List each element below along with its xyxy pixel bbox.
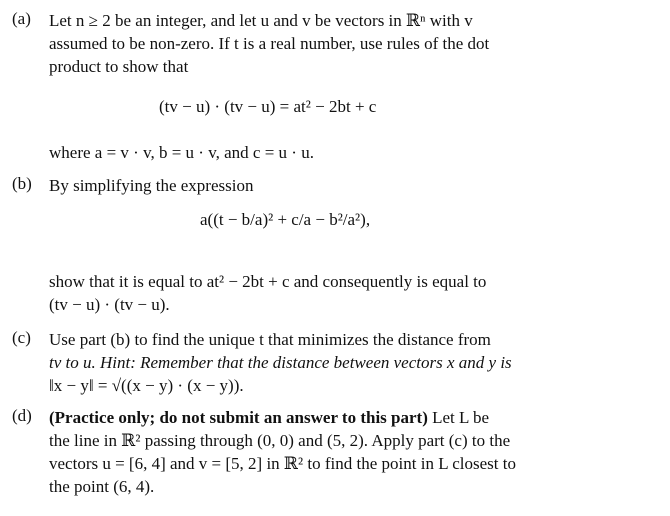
part-d-line-1 <box>49 406 631 429</box>
part-a-equation: (tv − u) · (tv − u) = at² − 2bt + c <box>159 97 377 116</box>
part-c-label: (c) <box>12 328 31 347</box>
part-d-line-3: vectors u = [6, 4] and v = [5, 2] in ℝ² to find the point in L closest to <box>49 454 516 473</box>
part-b-label: (b) <box>12 174 32 193</box>
part-d-line-2: the line in ℝ² passing through (0, 0) and (5, 2). Apply part (c) to the <box>49 431 511 450</box>
part-b-expression: a((t − b/a)² + c/a − b²/a²), <box>200 210 371 229</box>
part-d-line-1-rest: Let L be <box>432 408 490 427</box>
part-c-line-3: ‖x − y‖ = √((x − y) · (x − y)). <box>49 376 244 395</box>
part-b-intro <box>49 174 631 197</box>
part-d-bold-note: (Practice only; do not submit an answer to this part) <box>49 408 428 427</box>
part-c-line-2: tv to u. Hint: Remember that the distance between vectors x and y is <box>49 353 512 372</box>
part-a-line-1: Let n ≥ 2 be an integer, and let u and v be vectors in ℝⁿ with v <box>49 11 473 30</box>
part-a-line-3: product to show that <box>49 57 189 76</box>
part-a-label: (a) <box>12 9 31 28</box>
part-b-line-3: (tv − u) · (tv − u). <box>49 295 170 314</box>
part-c-text <box>49 328 631 397</box>
part-c-line-1: Use part (b) to find the unique t that minimizes the distance from <box>49 330 491 349</box>
part-d-text <box>49 406 631 498</box>
part-a-line-2: assumed to be non-zero. If t is a real number, use rules of the dot <box>49 34 490 53</box>
part-b-line-1: By simplifying the expression <box>49 176 254 195</box>
part-a-text <box>49 9 631 78</box>
part-b-line-2: show that it is equal to at² − 2bt + c and consequently is equal to <box>49 272 487 291</box>
part-d-label: (d) <box>12 406 32 425</box>
part-a-line-4: where a = v · v, b = u · v, and c = u · u. <box>49 143 314 162</box>
part-a-definitions <box>49 141 631 164</box>
part-b-text <box>49 270 631 316</box>
part-d-line-4: the point (6, 4). <box>49 477 155 496</box>
